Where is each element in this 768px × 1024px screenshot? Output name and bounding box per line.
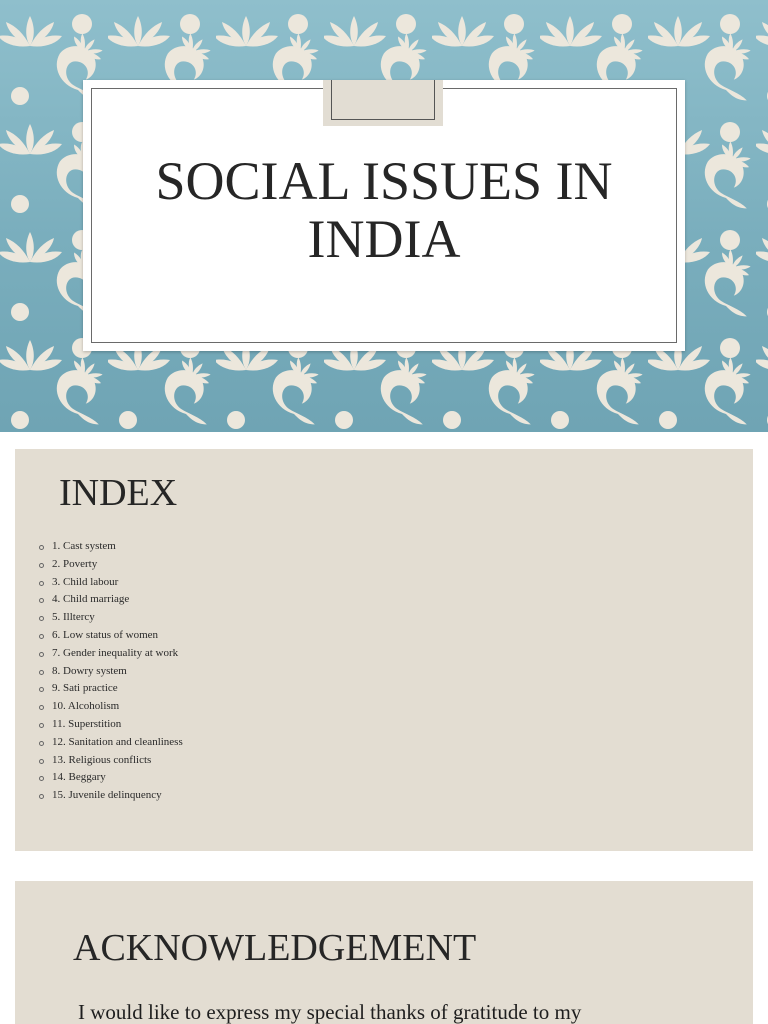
list-item: 14. Beggary <box>37 769 183 787</box>
title-card-tab <box>323 80 443 126</box>
list-item: 7. Gender inequality at work <box>37 645 183 663</box>
bullet-icon <box>39 759 44 764</box>
bullet-icon <box>39 741 44 746</box>
bullet-icon <box>39 616 44 621</box>
acknowledgement-heading: ACKNOWLEDGEMENT <box>73 927 477 969</box>
list-item: 10. Alcoholism <box>37 698 183 716</box>
list-item: 6. Low status of women <box>37 627 183 645</box>
bullet-icon <box>39 545 44 550</box>
bullet-icon <box>39 634 44 639</box>
acknowledgement-body: I would like to express my special thanks of gratitude to my <box>78 1000 582 1024</box>
index-slide <box>15 449 753 851</box>
bullet-icon <box>39 723 44 728</box>
acknowledgement-slide <box>15 881 753 1024</box>
bullet-icon <box>39 687 44 692</box>
list-item: 1. Cast system <box>37 538 183 556</box>
list-item: 13. Religious conflicts <box>37 752 183 770</box>
list-item: 2. Poverty <box>37 556 183 574</box>
title-slide <box>0 0 768 432</box>
list-item: 15. Juvenile delinquency <box>37 787 183 805</box>
title-line-1: SOCIAL ISSUES IN <box>155 151 613 211</box>
bullet-icon <box>39 598 44 603</box>
presentation-title <box>103 152 665 268</box>
bullet-icon <box>39 794 44 799</box>
bullet-icon <box>39 776 44 781</box>
list-item: 8. Dowry system <box>37 663 183 681</box>
list-item: 12. Sanitation and cleanliness <box>37 734 183 752</box>
bullet-icon <box>39 581 44 586</box>
list-item: 4. Child marriage <box>37 591 183 609</box>
bullet-icon <box>39 563 44 568</box>
title-card <box>83 80 685 351</box>
list-item: 11. Superstition <box>37 716 183 734</box>
list-item: 3. Child labour <box>37 574 183 592</box>
bullet-icon <box>39 670 44 675</box>
list-item: 9. Sati practice <box>37 680 183 698</box>
title-line-2: INDIA <box>307 209 461 269</box>
list-item: 5. Illtercy <box>37 609 183 627</box>
index-list <box>37 538 183 805</box>
bullet-icon <box>39 652 44 657</box>
bullet-icon <box>39 705 44 710</box>
index-heading: INDEX <box>59 472 178 514</box>
